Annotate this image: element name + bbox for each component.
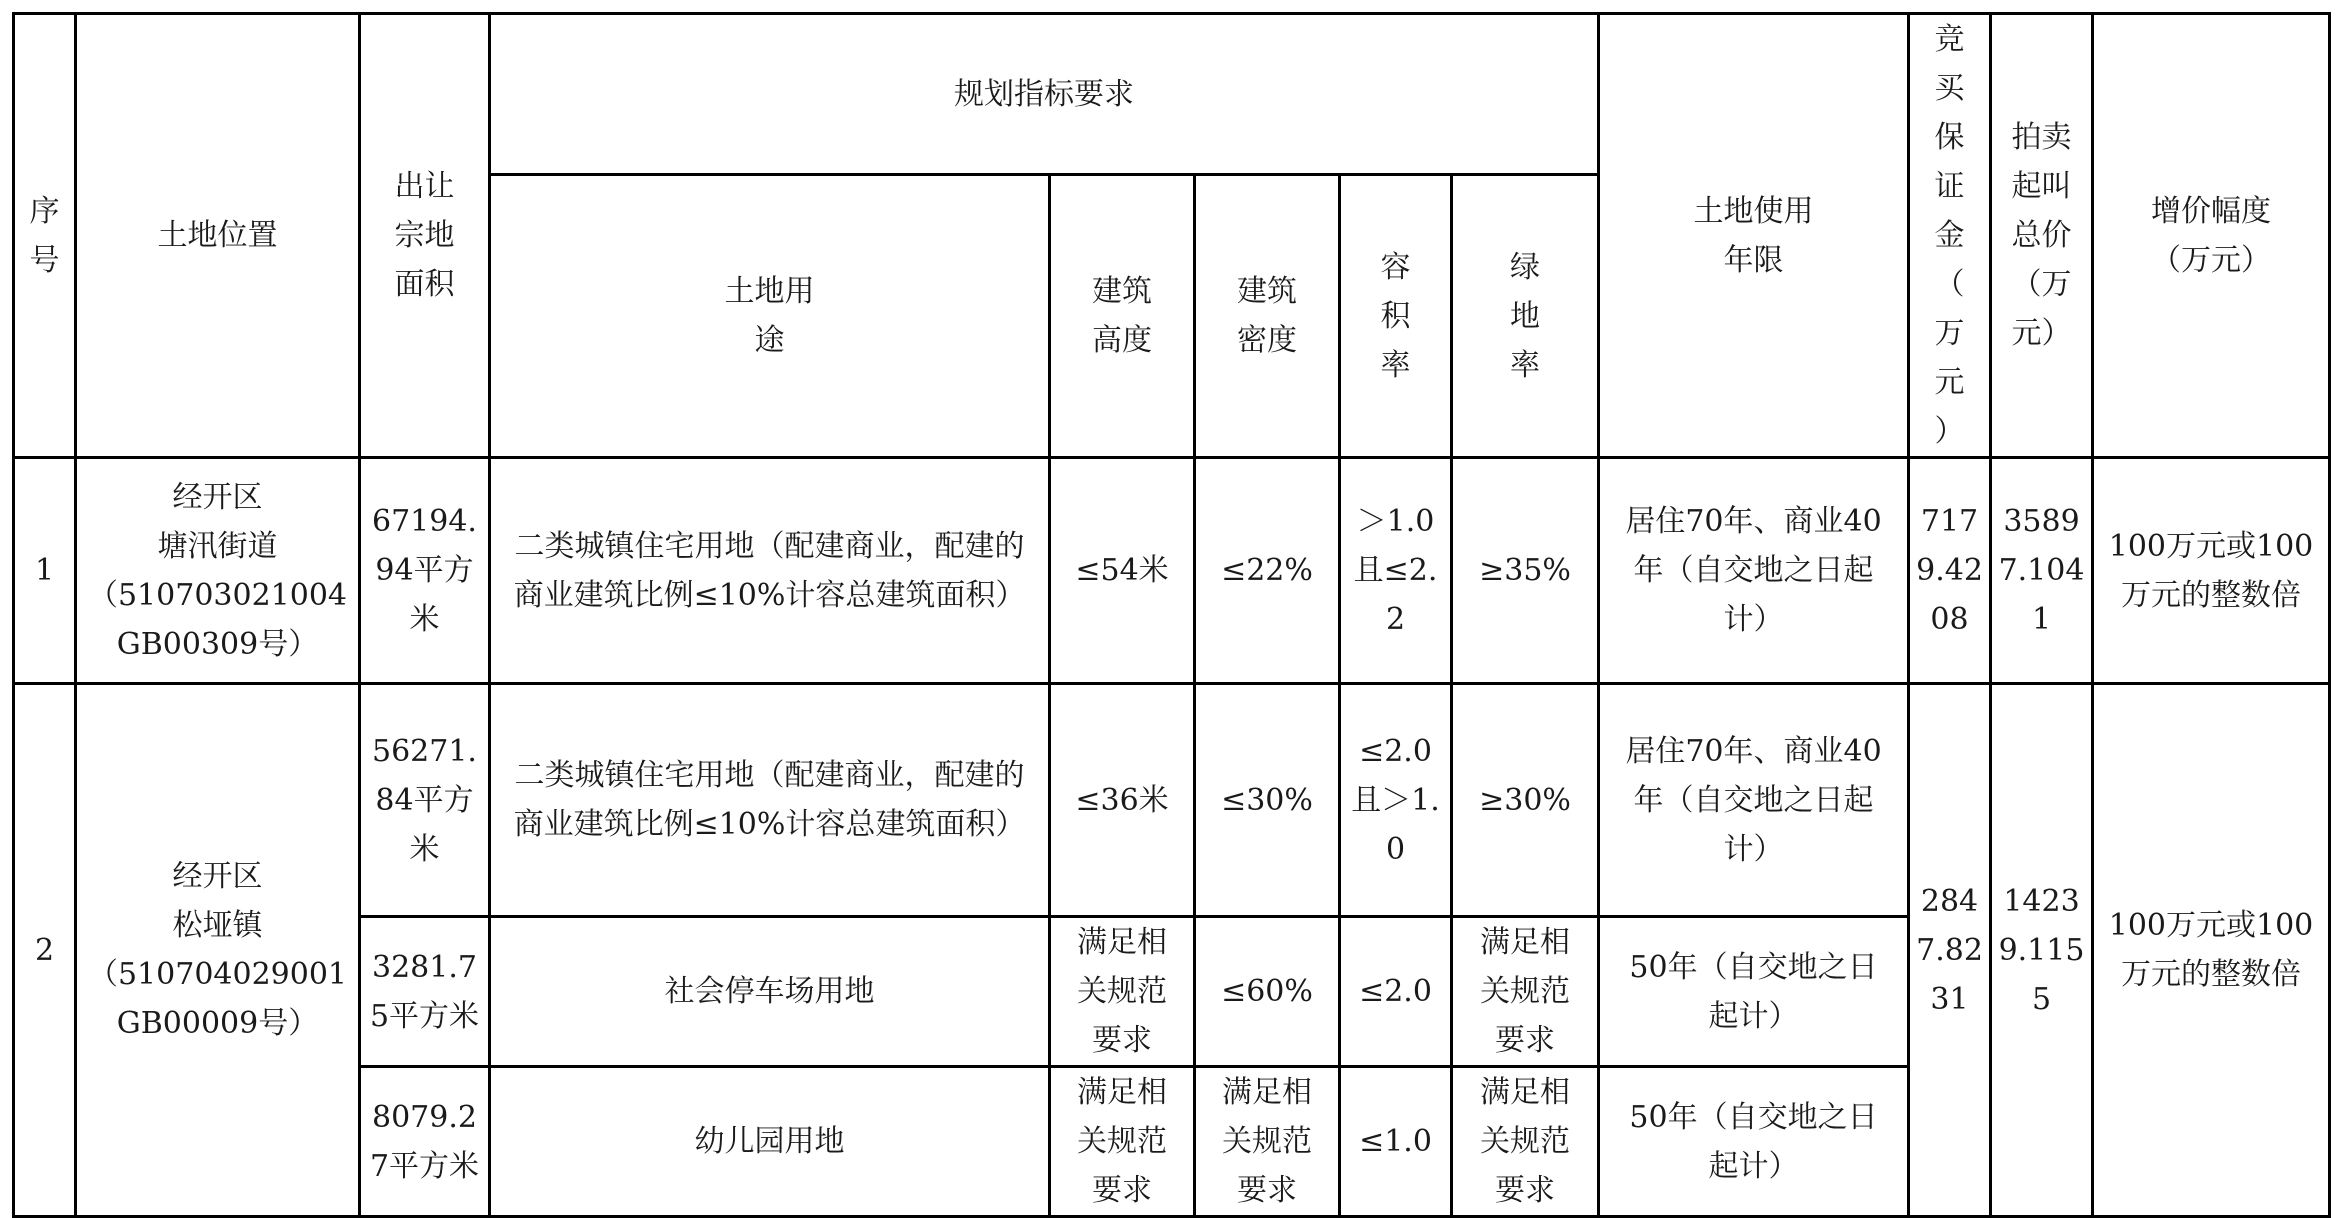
header-height: 建筑高度 [1050, 175, 1195, 458]
term-cell: 居住70年、商业40年（自交地之日起计） [1599, 684, 1909, 917]
land-use-cell: 社会停车场用地 [490, 917, 1050, 1067]
term-cell: 50年（自交地之日起计） [1599, 1067, 1909, 1217]
far-cell: ≤1.0 [1340, 1067, 1452, 1217]
land-use-cell: 幼儿园用地 [490, 1067, 1050, 1217]
header-density: 建筑密度 [1195, 175, 1340, 458]
header-term: 土地使用年限 [1599, 14, 1909, 458]
green-cell: ≥35% [1452, 458, 1599, 684]
area-cell: 56271.84平方米 [360, 684, 490, 917]
term-cell: 居住70年、商业40年（自交地之日起计） [1599, 458, 1909, 684]
area-cell: 67194.94平方米 [360, 458, 490, 684]
header-land-use: 土地用途 [490, 175, 1050, 458]
deposit-cell: 2847.8231 [1909, 684, 1991, 1217]
start-price-cell: 14239.1155 [1991, 684, 2093, 1217]
area-cell: 8079.27平方米 [360, 1067, 490, 1217]
header-location: 土地位置 [76, 14, 360, 458]
increment-cell: 100万元或100万元的整数倍 [2093, 684, 2330, 1217]
density-cell: ≤60% [1195, 917, 1340, 1067]
term-cell: 50年（自交地之日起计） [1599, 917, 1909, 1067]
density-cell: ≤30% [1195, 684, 1340, 917]
start-price-cell: 35897.1041 [1991, 458, 2093, 684]
deposit-cell: 7179.4208 [1909, 458, 1991, 684]
location-cell: 经开区 松垭镇 （510704029001GB00009号） [76, 684, 360, 1217]
height-cell: ≤36米 [1050, 684, 1195, 917]
header-area: 出让宗地面积 [360, 14, 490, 458]
height-cell: 满足相关规范要求 [1050, 917, 1195, 1067]
header-start-price: 拍卖起叫总价（万元） [1991, 14, 2093, 458]
height-cell: 满足相关规范要求 [1050, 1067, 1195, 1217]
table-row [14, 684, 2330, 917]
land-use-cell: 二类城镇住宅用地（配建商业，配建的商业建筑比例≤10%计容总建筑面积） [490, 458, 1050, 684]
far-cell: ≤2.0且＞1.0 [1340, 684, 1452, 917]
density-cell: 满足相关规范要求 [1195, 1067, 1340, 1217]
increment-cell: 100万元或100万元的整数倍 [2093, 458, 2330, 684]
area-cell: 3281.75平方米 [360, 917, 490, 1067]
density-cell: ≤22% [1195, 458, 1340, 684]
far-cell: ≤2.0 [1340, 917, 1452, 1067]
header-seq: 序号 [14, 14, 76, 458]
header-row-top [14, 14, 2330, 175]
green-cell: 满足相关规范要求 [1452, 1067, 1599, 1217]
far-cell: ＞1.0且≤2.2 [1340, 458, 1452, 684]
header-deposit: 竞买保证金（万元） [1909, 14, 1991, 458]
seq-cell: 1 [14, 458, 76, 684]
green-cell: 满足相关规范要求 [1452, 917, 1599, 1067]
header-planning: 规划指标要求 [490, 14, 1599, 175]
header-increment: 增价幅度（万元） [2093, 14, 2330, 458]
green-cell: ≥30% [1452, 684, 1599, 917]
height-cell: ≤54米 [1050, 458, 1195, 684]
table-row [14, 458, 2330, 684]
land-use-cell: 二类城镇住宅用地（配建商业，配建的商业建筑比例≤10%计容总建筑面积） [490, 684, 1050, 917]
header-green: 绿地率 [1452, 175, 1599, 458]
location-cell: 经开区 塘汛街道 （510703021004GB00309号） [76, 458, 360, 684]
header-far: 容积率 [1340, 175, 1452, 458]
land-auction-table [12, 12, 2331, 1218]
seq-cell: 2 [14, 684, 76, 1217]
